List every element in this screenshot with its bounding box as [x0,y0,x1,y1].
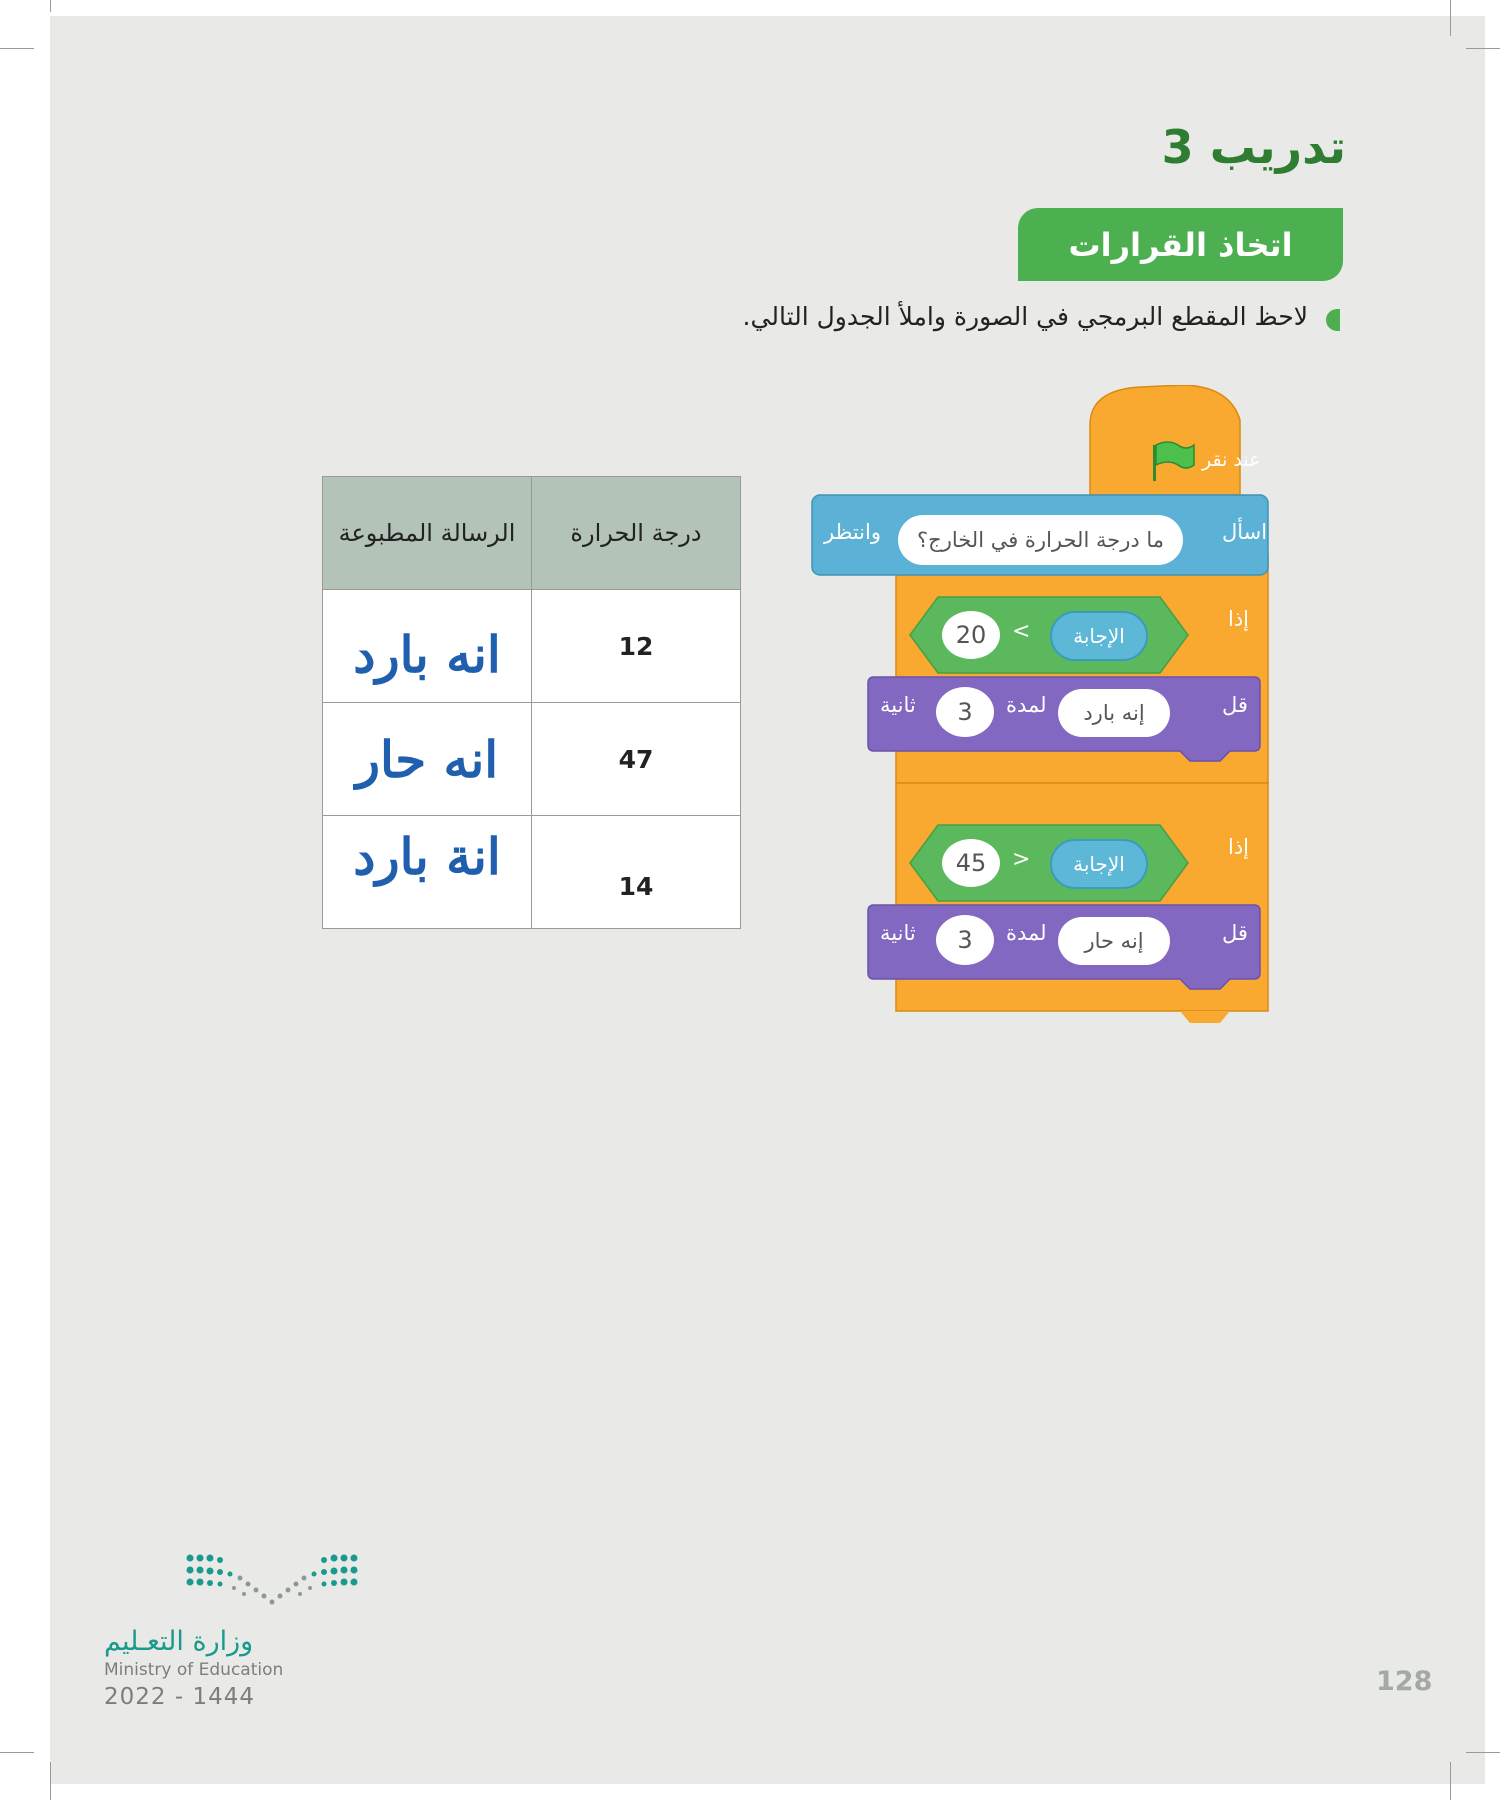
secs-input-1[interactable]: 3 [936,687,994,737]
crop-mark [0,48,34,49]
ask-wait-label: وانتظر [824,520,881,544]
for-label-1: لمدة [1006,693,1047,717]
ministry-logo-icon [186,1552,358,1614]
hat-block [1090,385,1240,495]
ministry-name-en: Ministry of Education [104,1660,284,1680]
say-text-input-2[interactable]: إنه حار [1058,917,1170,965]
secs-unit-1: ثانية [880,693,916,717]
secs-input-2[interactable]: 3 [936,915,994,965]
header-temperature: درجة الحرارة [532,477,741,590]
handwritten-message: انة بارد [353,826,501,886]
for-label-2: لمدة [1006,921,1047,945]
if-label-1: إذا [1228,607,1250,631]
table-row [323,703,741,816]
answer-reporter-1[interactable]: الإجابة [1050,611,1148,661]
instruction-text: لاحظ المقطع البرمجي في الصورة واملأ الجدول التالي. [742,302,1308,331]
table-row [323,590,741,703]
answer-table [322,476,741,929]
operator-2: < [1012,847,1031,872]
section-banner: اتخاذ القرارات [1018,208,1343,281]
message-cell[interactable] [323,816,532,929]
say-text-input-1[interactable]: إنه بارد [1058,689,1170,737]
ask-label: اسأل [1222,520,1268,544]
handwritten-message: انه بارد [353,624,501,684]
table-row [323,816,741,929]
ask-question-input[interactable]: ما درجة الحرارة في الخارج؟ [898,515,1183,565]
value-input-2[interactable]: 45 [942,839,1000,887]
temperature-cell: 47 [532,703,741,816]
answer-reporter-2[interactable]: الإجابة [1050,839,1148,889]
crop-mark [1466,1752,1500,1753]
crop-mark [50,1762,51,1800]
hat-label: عند نقر [1202,449,1261,471]
scratch-code [810,385,1270,1045]
crop-mark [1450,0,1451,36]
crop-mark [50,0,51,12]
temperature-cell: 14 [532,816,741,929]
operator-1: > [1012,619,1031,644]
temperature-cell: 12 [532,590,741,703]
say-label-2: قل [1222,921,1248,945]
if-label-2: إذا [1228,835,1250,859]
message-cell[interactable] [323,703,532,816]
value-input-1[interactable]: 20 [942,611,1000,659]
edition-year: 2022 - 1444 [104,1684,255,1710]
crop-mark [1466,48,1500,49]
header-message: الرسالة المطبوعة [323,477,532,590]
secs-unit-2: ثانية [880,921,916,945]
block-notch [1180,1011,1230,1023]
page-title: تدريب 3 [1161,120,1346,174]
crop-mark [1450,1762,1451,1800]
handwritten-message: انه حار [355,729,499,789]
page-number: 128 [1376,1666,1433,1697]
say-label-1: قل [1222,693,1248,717]
message-cell[interactable] [323,590,532,703]
table-header-row [323,477,741,590]
ministry-name-ar: وزارة التعـليم [104,1626,254,1657]
crop-mark [0,1752,34,1753]
